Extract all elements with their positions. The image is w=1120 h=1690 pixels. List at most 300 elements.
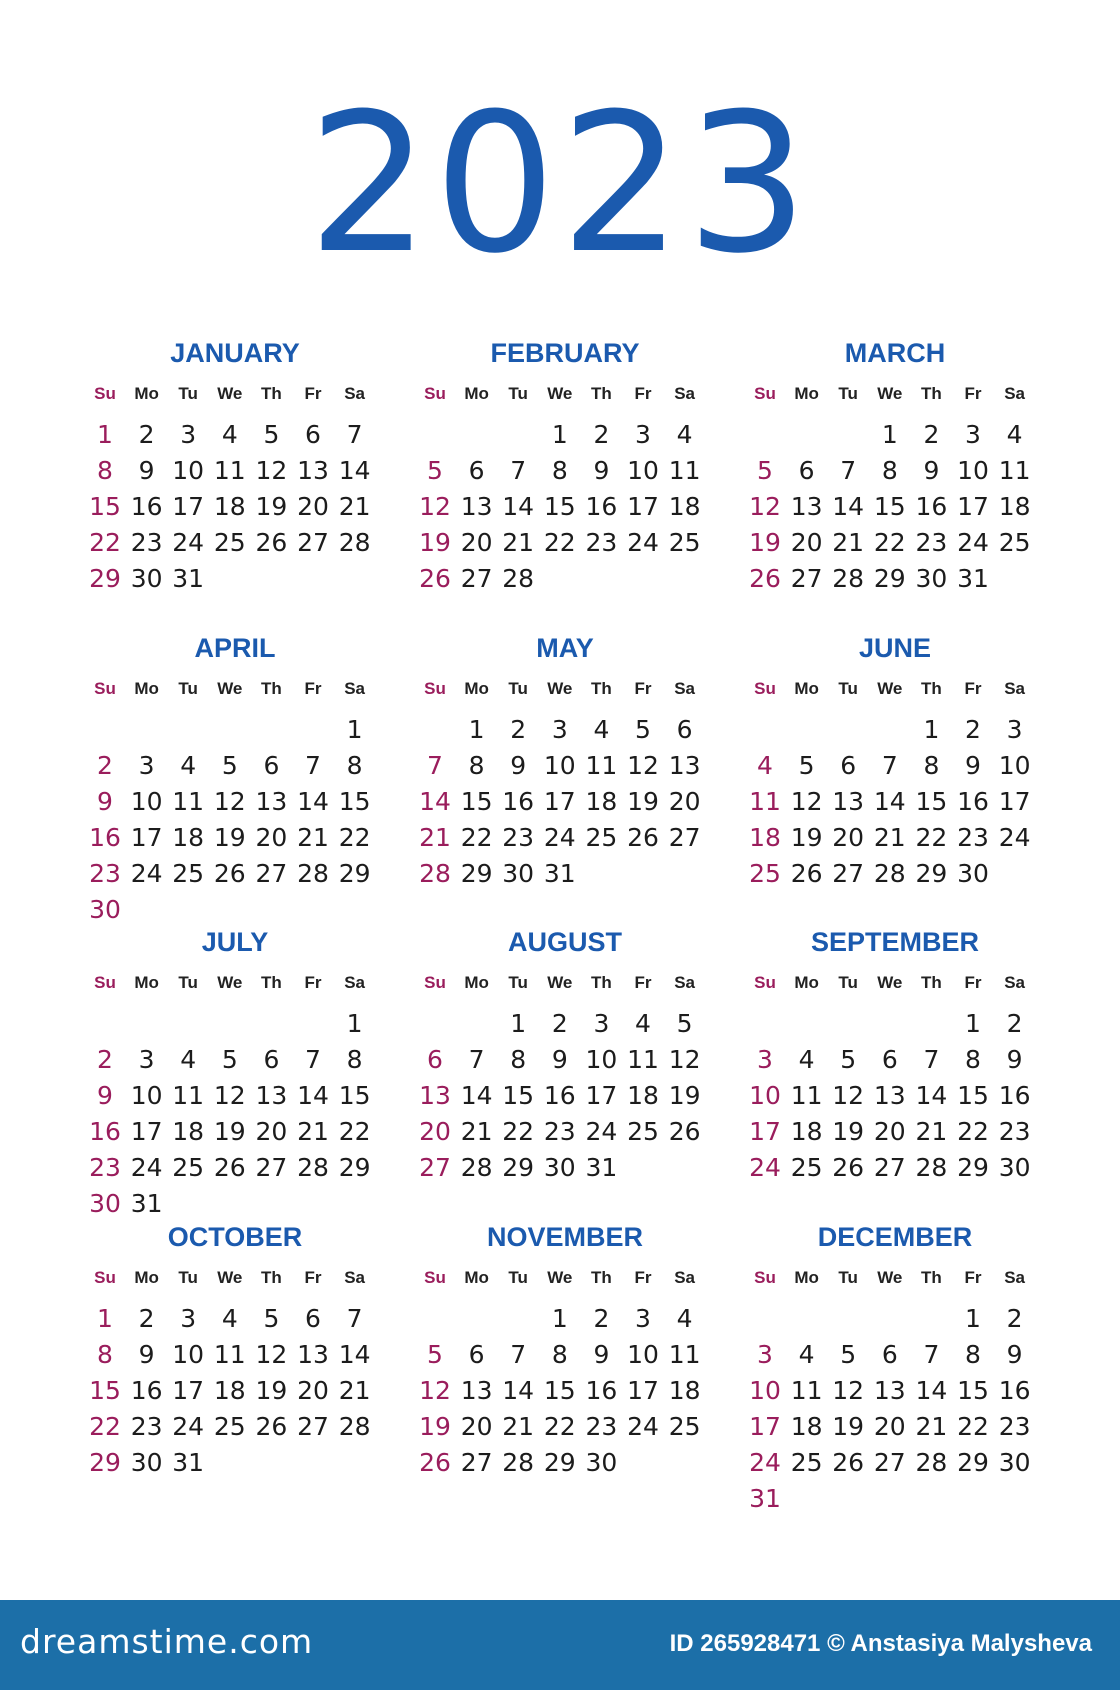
day-cell: 14 [873,787,906,816]
day-cell: 13 [460,1376,493,1405]
day-cell: 2 [1006,1009,1023,1038]
day-cell: 16 [585,1376,618,1405]
day-cell: 17 [130,1117,163,1146]
weekday-header: We [217,1268,243,1287]
day-cell: 5 [757,456,773,485]
day-cell: 14 [297,1081,329,1110]
day-cell: 25 [790,1448,823,1477]
day-cell: 6 [798,456,815,485]
month-name: JANUARY [170,338,300,368]
day-cell: 21 [297,823,329,852]
day-cell: 14 [338,456,371,485]
weekday-header: Tu [838,679,858,698]
weekday-header: Fr [304,679,322,698]
day-cell: 4 [757,751,773,780]
weekday-header: We [547,1268,573,1287]
day-cell: 2 [965,715,981,744]
day-cell: 22 [89,1412,121,1441]
day-cell: 6 [468,1340,485,1369]
month-name: MARCH [844,338,946,368]
day-cell: 14 [915,1081,948,1110]
day-cell: 2 [551,1009,568,1038]
day-cell: 22 [502,1117,535,1146]
day-cell: 1 [346,715,363,744]
weekday-header: Sa [1004,973,1025,992]
weekday-header: Th [591,384,612,403]
day-cell: 24 [585,1117,618,1146]
day-cell: 2 [510,715,527,744]
day-cell: 30 [130,1448,163,1477]
day-cell: 20 [790,528,823,557]
day-cell: 22 [338,823,371,852]
day-cell: 7 [468,1045,485,1074]
day-cell: 15 [502,1081,535,1110]
day-cell: 7 [427,751,443,780]
day-cell: 8 [965,1045,981,1074]
month-october [85,1222,385,1522]
day-cell: 15 [873,492,906,521]
day-cell: 2 [1006,1304,1023,1333]
day-cell: 30 [957,859,989,888]
day-cell: 27 [873,1153,906,1182]
day-cell: 23 [502,823,535,852]
day-cell: 29 [957,1153,989,1182]
day-cell: 11 [668,456,701,485]
day-cell: 3 [757,1340,773,1369]
day-cell: 10 [627,456,659,485]
day-cell: 25 [585,823,618,852]
day-cell: 23 [130,528,163,557]
day-cell: 8 [551,1340,568,1369]
day-cell: 8 [965,1340,981,1369]
day-cell: 11 [998,456,1031,485]
weekday-header: Su [424,679,446,698]
day-cell: 27 [255,1153,288,1182]
day-cell: 27 [297,528,329,557]
day-cell: 5 [635,715,651,744]
day-cell: 12 [255,1340,288,1369]
weekday-header: Mo [464,1268,489,1287]
day-cell: 7 [305,751,321,780]
weekday-header: Th [921,384,942,403]
day-cell: 8 [510,1045,527,1074]
day-cell: 25 [998,528,1031,557]
day-cell: 7 [510,456,527,485]
day-cell: 16 [998,1081,1031,1110]
day-cell: 5 [221,1045,238,1074]
day-cell: 2 [97,1045,113,1074]
day-cell: 16 [957,787,989,816]
day-cell: 28 [873,859,906,888]
day-cell: 17 [749,1412,781,1441]
day-cell: 11 [172,1081,205,1110]
day-cell: 16 [915,492,948,521]
day-cell: 8 [468,751,485,780]
day-cell: 29 [460,859,493,888]
day-cell: 6 [305,1304,321,1333]
weekday-header: Su [424,1268,446,1287]
day-cell: 6 [676,715,693,744]
day-cell: 18 [172,823,205,852]
day-cell: 26 [213,859,246,888]
weekday-header: Fr [304,1268,322,1287]
day-cell: 17 [172,492,205,521]
day-cell: 9 [1006,1045,1023,1074]
day-cell: 8 [97,1340,113,1369]
day-cell: 13 [832,787,865,816]
day-cell: 9 [138,1340,155,1369]
day-cell: 13 [873,1376,906,1405]
day-cell: 27 [460,1448,493,1477]
day-cell: 26 [832,1448,865,1477]
weekday-header: Th [261,1268,282,1287]
day-cell: 8 [881,456,898,485]
weekday-header: Fr [964,679,982,698]
weekday-header: Th [921,679,942,698]
day-cell: 9 [965,751,981,780]
day-cell: 6 [881,1340,898,1369]
day-cell: 27 [832,859,865,888]
day-cell: 7 [881,751,898,780]
day-cell: 16 [89,1117,121,1146]
day-cell: 3 [965,420,981,449]
day-cell: 12 [255,456,288,485]
day-cell: 9 [593,456,610,485]
day-cell: 23 [89,1153,121,1182]
day-cell: 2 [923,420,940,449]
weekday-header: Tu [508,1268,528,1287]
day-cell: 29 [502,1153,535,1182]
day-cell: 17 [998,787,1031,816]
month-september [745,927,1045,1227]
day-cell: 18 [172,1117,205,1146]
weekday-header: Sa [674,1268,695,1287]
year-title: 2023 [307,73,813,296]
day-cell: 7 [923,1340,940,1369]
day-cell: 19 [832,1117,865,1146]
weekday-header: Mo [134,384,159,403]
day-cell: 19 [832,1412,865,1441]
day-cell: 20 [297,492,329,521]
day-cell: 21 [915,1117,948,1146]
day-cell: 2 [593,1304,610,1333]
day-cell: 27 [460,564,493,593]
day-cell: 1 [965,1009,981,1038]
day-cell: 16 [130,492,163,521]
day-cell: 23 [998,1412,1031,1441]
day-cell: 18 [213,492,246,521]
day-cell: 21 [832,528,865,557]
day-cell: 10 [543,751,576,780]
day-cell: 20 [832,823,865,852]
day-cell: 3 [138,751,155,780]
weekday-header: We [547,973,573,992]
day-cell: 5 [221,751,238,780]
day-cell: 15 [89,492,121,521]
day-cell: 24 [172,528,205,557]
weekday-header: Tu [838,1268,858,1287]
month-may [415,633,715,933]
day-cell: 7 [840,456,857,485]
day-cell: 9 [510,751,527,780]
month-name: MAY [536,633,594,663]
day-cell: 23 [957,823,989,852]
day-cell: 14 [460,1081,493,1110]
day-cell: 10 [585,1045,618,1074]
weekday-header: Fr [964,973,982,992]
day-cell: 8 [551,456,568,485]
weekday-header: Tu [838,973,858,992]
weekday-header: Sa [344,1268,365,1287]
day-cell: 4 [593,715,610,744]
day-cell: 1 [346,1009,363,1038]
day-cell: 28 [338,1412,371,1441]
weekday-header: Th [921,973,942,992]
day-cell: 12 [832,1376,865,1405]
weekday-header: Sa [1004,384,1025,403]
day-cell: 12 [213,1081,246,1110]
day-cell: 27 [873,1448,906,1477]
weekday-header: Th [261,973,282,992]
day-cell: 15 [915,787,948,816]
day-cell: 4 [676,1304,693,1333]
day-cell: 21 [502,1412,535,1441]
day-cell: 12 [832,1081,865,1110]
day-cell: 20 [255,823,288,852]
day-cell: 11 [213,1340,246,1369]
day-cell: 24 [130,859,163,888]
day-cell: 11 [172,787,205,816]
day-cell: 9 [923,456,940,485]
day-cell: 17 [543,787,576,816]
day-cell: 31 [585,1153,618,1182]
day-cell: 14 [832,492,865,521]
day-cell: 4 [798,1045,815,1074]
day-cell: 25 [627,1117,659,1146]
day-cell: 10 [172,1340,205,1369]
weekday-header: We [877,384,903,403]
day-cell: 10 [627,1340,659,1369]
day-cell: 15 [89,1376,121,1405]
day-cell: 20 [460,528,493,557]
day-cell: 22 [915,823,948,852]
day-cell: 7 [346,420,363,449]
day-cell: 7 [510,1340,527,1369]
day-cell: 29 [89,1448,121,1477]
day-cell: 26 [255,528,288,557]
month-name: DECEMBER [817,1222,973,1252]
weekday-header: Su [754,384,776,403]
day-cell: 26 [790,859,823,888]
month-name: AUGUST [508,927,622,957]
day-cell: 23 [89,859,121,888]
footer-bar [0,1600,1120,1690]
day-cell: 1 [965,1304,981,1333]
day-cell: 30 [915,564,948,593]
day-cell: 1 [97,1304,113,1333]
day-cell: 8 [923,751,940,780]
day-cell: 14 [502,1376,535,1405]
day-cell: 8 [346,751,363,780]
day-cell: 20 [255,1117,288,1146]
day-cell: 27 [297,1412,329,1441]
day-cell: 28 [502,1448,535,1477]
day-cell: 8 [97,456,113,485]
day-cell: 4 [798,1340,815,1369]
month-name: SEPTEMBER [810,927,980,957]
day-cell: 22 [543,528,576,557]
weekday-header: Fr [634,973,652,992]
weekday-header: Sa [674,973,695,992]
day-cell: 18 [627,1081,659,1110]
day-cell: 1 [468,715,485,744]
day-cell: 23 [130,1412,163,1441]
day-cell: 3 [551,715,568,744]
weekday-header: Su [754,973,776,992]
day-cell: 4 [221,1304,238,1333]
day-cell: 2 [97,751,113,780]
weekday-header: We [547,679,573,698]
day-cell: 22 [460,823,493,852]
month-name: JUNE [858,633,932,663]
day-cell: 22 [957,1117,989,1146]
weekday-header: Mo [794,384,819,403]
day-cell: 29 [338,859,371,888]
weekday-header: Tu [178,1268,198,1287]
day-cell: 23 [543,1117,576,1146]
day-cell: 25 [172,859,205,888]
day-cell: 14 [502,492,535,521]
day-cell: 30 [998,1448,1031,1477]
day-cell: 2 [593,420,610,449]
day-cell: 18 [998,492,1031,521]
day-cell: 12 [213,787,246,816]
weekday-header: Th [261,384,282,403]
day-cell: 11 [627,1045,659,1074]
month-name: NOVEMBER [486,1222,643,1252]
day-cell: 29 [915,859,948,888]
weekday-header: Fr [634,384,652,403]
day-cell: 17 [627,492,659,521]
day-cell: 29 [89,564,121,593]
day-cell: 13 [419,1081,451,1110]
day-cell: 30 [502,859,535,888]
day-cell: 25 [213,528,246,557]
day-cell: 14 [338,1340,371,1369]
day-cell: 31 [130,1189,163,1218]
day-cell: 6 [263,1045,280,1074]
day-cell: 29 [957,1448,989,1477]
day-cell: 28 [502,564,535,593]
day-cell: 2 [138,1304,155,1333]
day-cell: 6 [263,751,280,780]
day-cell: 30 [543,1153,576,1182]
day-cell: 5 [427,456,443,485]
day-cell: 28 [338,528,371,557]
day-cell: 15 [957,1376,989,1405]
day-cell: 8 [346,1045,363,1074]
day-cell: 17 [130,823,163,852]
day-cell: 19 [255,492,288,521]
day-cell: 1 [881,420,898,449]
day-cell: 30 [89,895,121,924]
weekday-header: Mo [794,679,819,698]
month-name: OCTOBER [167,1222,303,1252]
day-cell: 21 [460,1117,493,1146]
day-cell: 1 [551,420,568,449]
day-cell: 11 [668,1340,701,1369]
day-cell: 18 [790,1117,823,1146]
day-cell: 17 [957,492,989,521]
day-cell: 19 [627,787,659,816]
weekday-header: We [877,973,903,992]
day-cell: 21 [502,528,535,557]
weekday-header: Mo [134,973,159,992]
day-cell: 13 [255,787,288,816]
day-cell: 21 [915,1412,948,1441]
month-august [415,927,715,1227]
weekday-header: We [217,679,243,698]
day-cell: 3 [757,1045,773,1074]
month-february [415,338,715,638]
day-cell: 24 [172,1412,205,1441]
day-cell: 6 [427,1045,443,1074]
day-cell: 19 [213,823,246,852]
day-cell: 20 [873,1117,906,1146]
day-cell: 15 [957,1081,989,1110]
day-cell: 18 [213,1376,246,1405]
day-cell: 22 [338,1117,371,1146]
day-cell: 18 [668,492,701,521]
weekday-header: Sa [674,679,695,698]
day-cell: 20 [873,1412,906,1441]
day-cell: 29 [873,564,906,593]
day-cell: 21 [873,823,906,852]
day-cell: 24 [957,528,989,557]
day-cell: 18 [790,1412,823,1441]
day-cell: 10 [998,751,1031,780]
day-cell: 25 [668,1412,701,1441]
weekday-header: Tu [508,679,528,698]
weekday-header: We [877,679,903,698]
day-cell: 5 [840,1045,857,1074]
day-cell: 6 [881,1045,898,1074]
day-cell: 28 [915,1153,948,1182]
day-cell: 19 [255,1376,288,1405]
weekday-header: Sa [1004,679,1025,698]
weekday-header: Su [94,679,116,698]
day-cell: 5 [263,1304,280,1333]
weekday-header: Tu [508,973,528,992]
day-cell: 12 [419,1376,451,1405]
day-cell: 22 [89,528,121,557]
day-cell: 10 [749,1081,781,1110]
month-july [85,927,385,1227]
month-march [745,338,1045,638]
weekday-header: Mo [794,973,819,992]
day-cell: 18 [749,823,781,852]
day-cell: 27 [419,1153,451,1182]
day-cell: 4 [635,1009,651,1038]
day-cell: 28 [460,1153,493,1182]
day-cell: 21 [338,1376,371,1405]
weekday-header: Su [754,1268,776,1287]
day-cell: 9 [551,1045,568,1074]
weekday-header: Mo [134,1268,159,1287]
day-cell: 2 [138,420,155,449]
weekday-header: Mo [134,679,159,698]
brand-logo-text[interactable]: dreamstime.com [20,1622,314,1661]
